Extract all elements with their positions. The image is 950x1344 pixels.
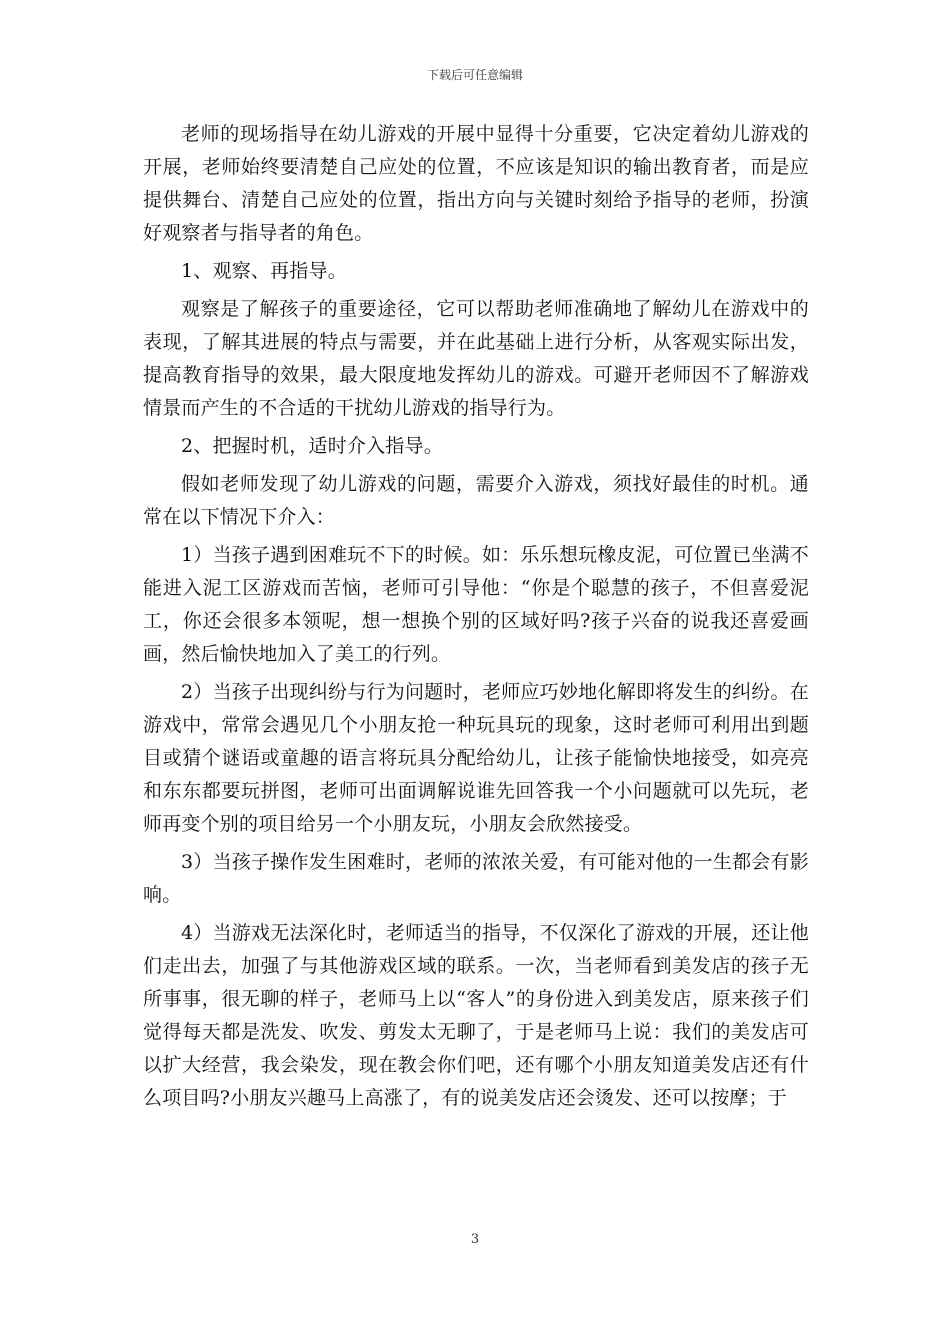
- list-item-2: 2）当孩子出现纠纷与行为问题时，老师应巧妙地化解即将发生的纠纷。在游戏中，常常会遇见几个小朋友抢一种玩具玩的现象，这时老师可利用出到题目或猜个谜语或童趣的语言将玩具分配给幼儿，让孩子能愉快地接受，如亮亮和东东都要玩拼图，老师可出面调解说谁先回答我一个小问题就可以先玩，老师再变个别的项目给另一个小朋友玩，小朋友会欣然接受。: [143, 681, 809, 835]
- document-body: [143, 118, 809, 1115]
- section-heading-timing: 2、把握时机，适时介入指导。: [181, 435, 443, 457]
- section-heading-observe: 1、观察、再指导。: [181, 260, 347, 282]
- paragraph-intro: 老师的现场指导在幼儿游戏的开展中显得十分重要，它决定着幼儿游戏的开展，老师始终要清楚自己应处的位置，不应该是知识的输出教育者，而是应提供舞台、清楚自己应处的位置，指出方向与关键时刻给予指导的老师，扮演好观察者与指导者的角色。: [143, 123, 809, 244]
- paragraph-observe: 观察是了解孩子的重要途径，它可以帮助老师准确地了解幼儿在游戏中的表现，了解其进展的特点与需要，并在此基础上进行分析，从客观实际出发，提高教育指导的效果，最大限度地发挥幼儿的游戏。可避开老师因不了解游戏情景而产生的不合适的干扰幼儿游戏的指导行为。: [143, 298, 809, 419]
- list-item-4: 4）当游戏无法深化时，老师适当的指导，不仅深化了游戏的开展，还让他们走出去，加强了与其他游戏区域的联系。一次，当老师看到美发店的孩子无所事事，很无聊的样子，老师马上以“客人”的身份进入到美发店，原来孩子们觉得每天都是洗发、吹发、剪发太无聊了，于是老师马上说：我们的美发店可以扩大经营，我会染发，现在教会你们吧，还有哪个小朋友知道美发店还有什么项目吗?小朋友兴趣马上高涨了，有的说美发店还会烫发、还可以按摩；于: [143, 922, 809, 1109]
- paragraph-timing: 假如老师发现了幼儿游戏的问题，需要介入游戏，须找好最佳的时机。通常在以下情况下介入：: [143, 473, 809, 528]
- page-header: 下载后可任意编辑: [426, 68, 523, 82]
- list-item-3: 3）当孩子操作发生困难时，老师的浓浓关爱，有可能对他的一生都会有影响。: [143, 851, 809, 906]
- page-number: 3: [470, 1232, 480, 1247]
- list-item-1: 1）当孩子遇到困难玩不下的时候。如：乐乐想玩橡皮泥，可位置已坐满不能进入泥工区游戏而苦恼，老师可引导他：“你是个聪慧的孩子，不但喜爱泥工，你还会很多本领呢，想一想换个别的区域好吗?孩子兴奋的说我还喜爱画画，然后愉快地加入了美工的行列。: [143, 544, 809, 665]
